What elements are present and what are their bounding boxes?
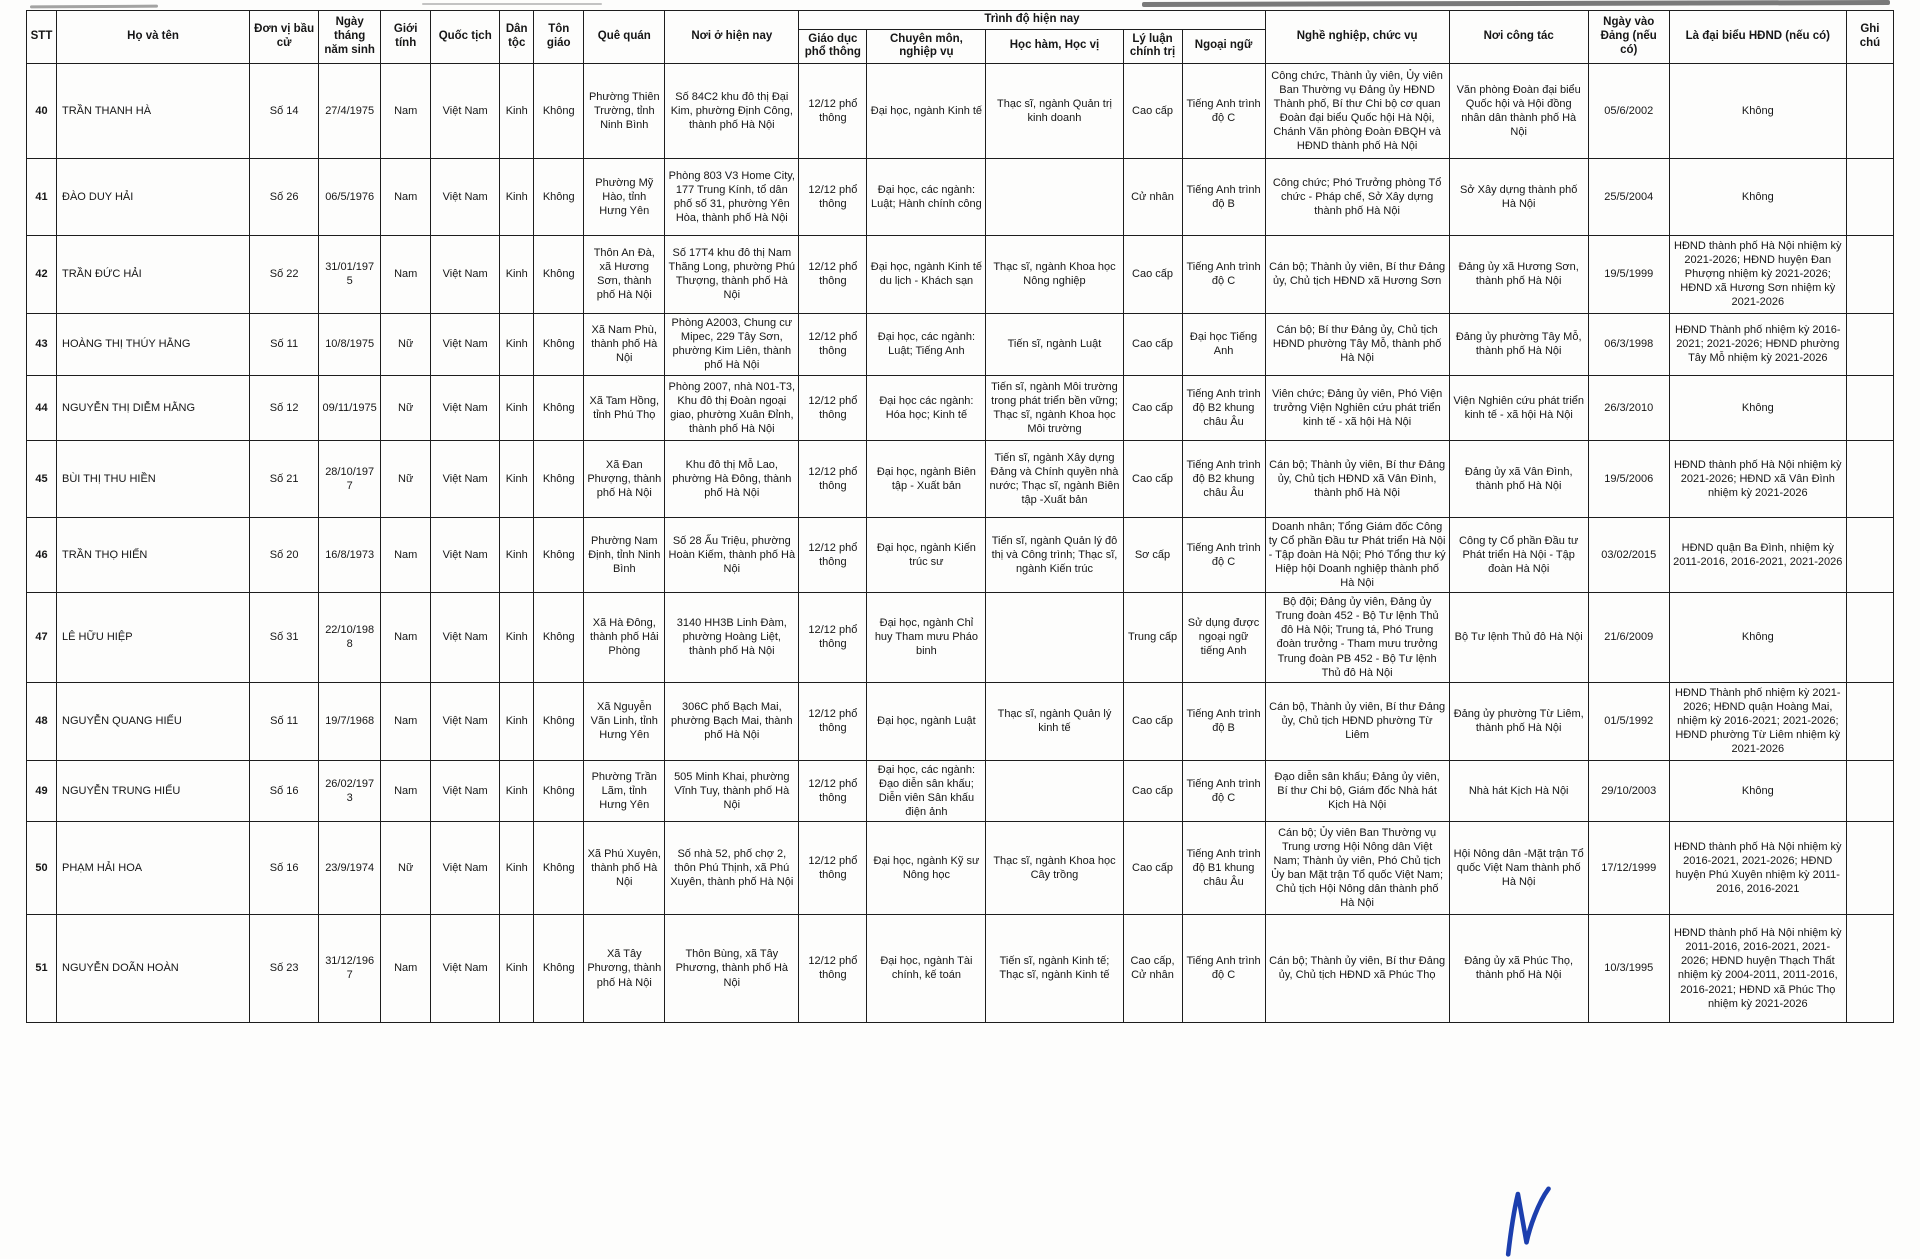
cell-professional: Đại học, ngành Tài chính, kế toán (867, 914, 986, 1022)
cell-professional: Đại học, ngành Biên tập - Xuất bản (867, 440, 986, 517)
cell-residence: Phòng A2003, Chung cư Mipec, 229 Tây Sơn, phường Kim Liên, thành phố Hà Nội (665, 313, 799, 375)
cell-gender: Nữ (381, 375, 431, 440)
cell-ethnicity: Kinh (500, 682, 534, 760)
cell-degree: Thạc sĩ, ngành Quản lý kinh tế (986, 682, 1123, 760)
cell-occupation: Doanh nhân; Tổng Giám đốc Công ty Cổ phần Đầu tư Phát triển Hà Nội - Tập đoàn Hà Nội; Phó Tổng thư ký Hiệp hội Doanh nghiệp thành phố Hà Nội (1265, 517, 1449, 592)
cell-occupation: Viên chức; Đảng ủy viên, Phó Viện trưởng Viện Nghiên cứu phát triển kinh tế - xã hội Hà Nội (1265, 375, 1449, 440)
cell-stt: 40 (27, 63, 57, 158)
cell-council: HĐND thành phố Hà Nội nhiệm kỳ 2021-2026; HĐND huyện Đan Phượng nhiệm kỳ 2021-2026; HĐND xã Hương Sơn nhiệm kỳ 2021-2026 (1669, 235, 1846, 313)
header-ethnicity: Dân tộc (500, 11, 534, 64)
cell-political: Cao cấp (1123, 821, 1182, 914)
cell-notes (1846, 821, 1893, 914)
cell-religion: Không (534, 682, 584, 760)
table-row (27, 375, 1894, 440)
cell-language: Tiếng Anh trình độ C (1182, 914, 1265, 1022)
table-row (27, 235, 1894, 313)
header-qualification-group: Trình độ hiện nay (799, 11, 1265, 30)
cell-language: Tiếng Anh trình độ B2 khung châu Âu (1182, 375, 1265, 440)
cell-dob: 22/10/1988 (319, 593, 381, 682)
cell-council: Không (1669, 375, 1846, 440)
table-row (27, 760, 1894, 821)
cell-religion: Không (534, 517, 584, 592)
cell-degree: Tiến sĩ, ngành Xây dựng Đảng và Chính quyền nhà nước; Thạc sĩ, ngành Biên tập -Xuất bản (986, 440, 1123, 517)
table-row (27, 914, 1894, 1022)
cell-ethnicity: Kinh (500, 593, 534, 682)
cell-professional: Đại học, ngành Kiến trúc sư (867, 517, 986, 592)
deputies-table (26, 10, 1894, 1023)
cell-dob: 09/11/1975 (319, 375, 381, 440)
cell-dob: 31/12/1967 (319, 914, 381, 1022)
cell-political: Cao cấp (1123, 682, 1182, 760)
cell-dob: 28/10/1977 (319, 440, 381, 517)
cell-gender: Nữ (381, 821, 431, 914)
cell-gender: Nam (381, 158, 431, 235)
cell-ethnicity: Kinh (500, 375, 534, 440)
cell-name: LÊ HỮU HIỆP (57, 593, 250, 682)
cell-nationality: Việt Nam (431, 593, 500, 682)
cell-stt: 49 (27, 760, 57, 821)
cell-notes (1846, 375, 1893, 440)
cell-name: BÙI THỊ THU HIỀN (57, 440, 250, 517)
cell-political: Cao cấp, Cử nhân (1123, 914, 1182, 1022)
cell-council: Không (1669, 158, 1846, 235)
header-workplace: Nơi công tác (1449, 11, 1588, 64)
cell-residence: Thôn Bùng, xã Tây Phương, thành phố Hà Nội (665, 914, 799, 1022)
cell-occupation: Cán bộ, Thành ủy viên, Bí thư Đảng ủy, Chủ tịch HĐND phường Từ Liêm (1265, 682, 1449, 760)
cell-nationality: Việt Nam (431, 440, 500, 517)
cell-nationality: Việt Nam (431, 914, 500, 1022)
scan-artifact (422, 3, 602, 5)
cell-residence: Khu đô thị Mỗ Lao, phường Hà Đông, thành phố Hà Nội (665, 440, 799, 517)
header-council: Là đại biểu HĐND (nếu có) (1669, 11, 1846, 64)
cell-occupation: Cán bộ; Thành ủy viên, Bí thư Đảng ủy, Chủ tịch HĐND xã Phúc Thọ (1265, 914, 1449, 1022)
cell-occupation: Công chức, Thành ủy viên, Ủy viên Ban Thường vụ Đảng ủy HĐND Thành phố, Bí thư Chi bộ cơ quan Đoàn đại biểu Quốc hội Hà Nội, Chánh Văn phòng Đoàn ĐBQH và HĐND thành phố Hà Nội (1265, 63, 1449, 158)
cell-nationality: Việt Nam (431, 760, 500, 821)
cell-name: NGUYỄN TRUNG HIẾU (57, 760, 250, 821)
cell-religion: Không (534, 375, 584, 440)
cell-education: 12/12 phổ thông (799, 440, 867, 517)
cell-party-date: 10/3/1995 (1588, 914, 1669, 1022)
cell-hometown: Phường Nam Định, tỉnh Ninh Bình (584, 517, 665, 592)
cell-dob: 31/01/1975 (319, 235, 381, 313)
cell-workplace: Công ty Cổ phần Đầu tư Phát triển Hà Nội - Tập đoàn Hà Nội (1449, 517, 1588, 592)
cell-unit: Số 26 (250, 158, 319, 235)
table-row (27, 593, 1894, 682)
cell-education: 12/12 phổ thông (799, 313, 867, 375)
cell-name: NGUYỄN THỊ DIỄM HẰNG (57, 375, 250, 440)
cell-party-date: 29/10/2003 (1588, 760, 1669, 821)
cell-degree: Tiến sĩ, ngành Môi trường trong phát triển bền vững; Thạc sĩ, ngành Khoa học Môi trường (986, 375, 1123, 440)
cell-education: 12/12 phổ thông (799, 682, 867, 760)
cell-name: TRẦN THANH HÀ (57, 63, 250, 158)
cell-nationality: Việt Nam (431, 235, 500, 313)
header-dob: Ngày tháng năm sinh (319, 11, 381, 64)
cell-hometown: Xã Tây Phương, thành phố Hà Nội (584, 914, 665, 1022)
table-row (27, 313, 1894, 375)
cell-council: Không (1669, 63, 1846, 158)
table-row (27, 440, 1894, 517)
cell-education: 12/12 phổ thông (799, 517, 867, 592)
cell-council: HĐND quận Ba Đình, nhiệm kỳ 2011-2016, 2016-2021, 2021-2026 (1669, 517, 1846, 592)
cell-hometown: Phường Mỹ Hào, tỉnh Hưng Yên (584, 158, 665, 235)
cell-dob: 23/9/1974 (319, 821, 381, 914)
cell-degree: Tiến sĩ, ngành Luật (986, 313, 1123, 375)
header-degree: Học hàm, Học vị (986, 29, 1123, 63)
cell-residence: 306C phố Bạch Mai, phường Bạch Mai, thành phố Hà Nội (665, 682, 799, 760)
cell-party-date: 19/5/2006 (1588, 440, 1669, 517)
cell-stt: 48 (27, 682, 57, 760)
cell-political: Cao cấp (1123, 63, 1182, 158)
cell-stt: 50 (27, 821, 57, 914)
cell-ethnicity: Kinh (500, 63, 534, 158)
cell-religion: Không (534, 821, 584, 914)
cell-gender: Nam (381, 63, 431, 158)
cell-professional: Đại học, ngành Kinh tế du lịch - Khách sạn (867, 235, 986, 313)
cell-hometown: Phường Trần Lãm, tỉnh Hưng Yên (584, 760, 665, 821)
cell-language: Tiếng Anh trình độ B (1182, 158, 1265, 235)
cell-unit: Số 11 (250, 313, 319, 375)
table-row (27, 517, 1894, 592)
cell-occupation: Cán bộ; Thành ủy viên, Bí thư Đảng ủy, Chủ tịch HĐND xã Hương Sơn (1265, 235, 1449, 313)
cell-council: HĐND thành phố Hà Nội nhiệm kỳ 2021-2026; HĐND xã Vân Đình nhiệm kỳ 2021-2026 (1669, 440, 1846, 517)
scan-artifact (30, 5, 158, 9)
cell-unit: Số 14 (250, 63, 319, 158)
cell-political: Cử nhân (1123, 158, 1182, 235)
cell-gender: Nữ (381, 440, 431, 517)
cell-dob: 26/02/1973 (319, 760, 381, 821)
cell-party-date: 26/3/2010 (1588, 375, 1669, 440)
cell-hometown: Xã Tam Hồng, tỉnh Phú Thọ (584, 375, 665, 440)
cell-council: Không (1669, 593, 1846, 682)
header-political: Lý luận chính trị (1123, 29, 1182, 63)
cell-religion: Không (534, 63, 584, 158)
cell-dob: 10/8/1975 (319, 313, 381, 375)
cell-degree (986, 158, 1123, 235)
table-row (27, 63, 1894, 158)
cell-notes (1846, 235, 1893, 313)
cell-workplace: Bộ Tư lệnh Thủ đô Hà Nội (1449, 593, 1588, 682)
cell-gender: Nam (381, 914, 431, 1022)
cell-ethnicity: Kinh (500, 235, 534, 313)
cell-residence: Phòng 2007, nhà N01-T3, Khu đô thị Đoàn ngoại giao, phường Xuân Đỉnh, thành phố Hà Nội (665, 375, 799, 440)
cell-party-date: 05/6/2002 (1588, 63, 1669, 158)
cell-gender: Nam (381, 517, 431, 592)
cell-degree: Tiến sĩ, ngành Quản lý đô thị và Công trình; Thạc sĩ, ngành Kiến trúc (986, 517, 1123, 592)
cell-hometown: Xã Phú Xuyên, thành phố Hà Nội (584, 821, 665, 914)
cell-occupation: Công chức; Phó Trưởng phòng Tổ chức - Pháp chế, Sở Xây dựng thành phố Hà Nội (1265, 158, 1449, 235)
cell-dob: 19/7/1968 (319, 682, 381, 760)
cell-notes (1846, 313, 1893, 375)
cell-notes (1846, 440, 1893, 517)
cell-professional: Đại học, các ngành: Luật; Hành chính công (867, 158, 986, 235)
cell-party-date: 21/6/2009 (1588, 593, 1669, 682)
cell-hometown: Xã Nguyễn Văn Linh, tỉnh Hưng Yên (584, 682, 665, 760)
cell-notes (1846, 158, 1893, 235)
cell-name: NGUYỄN QUANG HIẾU (57, 682, 250, 760)
header-religion: Tôn giáo (534, 11, 584, 64)
table-row (27, 821, 1894, 914)
header-name: Họ và tên (57, 11, 250, 64)
cell-notes (1846, 914, 1893, 1022)
cell-party-date: 19/5/1999 (1588, 235, 1669, 313)
cell-degree: Thạc sĩ, ngành Khoa học Nông nghiệp (986, 235, 1123, 313)
cell-residence: Số nhà 52, phố chợ 2, thôn Phú Thịnh, xã Phú Xuyên, thành phố Hà Nội (665, 821, 799, 914)
cell-degree: Thạc sĩ, ngành Khoa học Cây trồng (986, 821, 1123, 914)
cell-name: ĐÀO DUY HẢI (57, 158, 250, 235)
cell-residence: 505 Minh Khai, phường Vĩnh Tuy, thành phố Hà Nội (665, 760, 799, 821)
cell-workplace: Sở Xây dựng thành phố Hà Nội (1449, 158, 1588, 235)
header-professional: Chuyên môn, nghiệp vụ (867, 29, 986, 63)
header-stt: STT (27, 11, 57, 64)
cell-nationality: Việt Nam (431, 517, 500, 592)
header-education: Giáo dục phổ thông (799, 29, 867, 63)
cell-unit: Số 12 (250, 375, 319, 440)
cell-political: Cao cấp (1123, 440, 1182, 517)
header-unit: Đơn vị bầu cử (250, 11, 319, 64)
header-language: Ngoại ngữ (1182, 29, 1265, 63)
cell-party-date: 06/3/1998 (1588, 313, 1669, 375)
cell-unit: Số 31 (250, 593, 319, 682)
header-nationality: Quốc tịch (431, 11, 500, 64)
signature-stroke (1502, 1189, 1555, 1255)
header-party-date: Ngày vào Đảng (nếu có) (1588, 11, 1669, 64)
cell-degree (986, 593, 1123, 682)
cell-occupation: Bộ đội; Đảng ủy viên, Đảng ủy Trung đoàn 452 - Bộ Tư lệnh Thủ đô Hà Nội; Trung tá, Phó Trung đoàn trưởng - Tham mưu trưởng Trung đoàn PB 452 - Bộ Tư lệnh Thủ đô Hà Nội (1265, 593, 1449, 682)
cell-political: Sơ cấp (1123, 517, 1182, 592)
cell-workplace: Đảng ủy xã Phúc Thọ, thành phố Hà Nội (1449, 914, 1588, 1022)
cell-ethnicity: Kinh (500, 760, 534, 821)
cell-workplace: Đảng ủy phường Tây Mỗ, thành phố Hà Nội (1449, 313, 1588, 375)
cell-unit: Số 16 (250, 760, 319, 821)
cell-degree: Tiến sĩ, ngành Kinh tế; Thạc sĩ, ngành Kinh tế (986, 914, 1123, 1022)
cell-language: Đại học Tiếng Anh (1182, 313, 1265, 375)
cell-gender: Nam (381, 593, 431, 682)
cell-workplace: Đảng ủy phường Từ Liêm, thành phố Hà Nội (1449, 682, 1588, 760)
cell-residence: 3140 HH3B Linh Đàm, phường Hoàng Liệt, thành phố Hà Nội (665, 593, 799, 682)
cell-professional: Đại học, ngành Kỹ sư Nông học (867, 821, 986, 914)
cell-political: Cao cấp (1123, 375, 1182, 440)
header-hometown: Quê quán (584, 11, 665, 64)
cell-name: TRẦN ĐỨC HẢI (57, 235, 250, 313)
cell-occupation: Đạo diễn sân khấu; Đảng ủy viên, Bí thư Chi bộ, Giám đốc Nhà hát Kịch Hà Nội (1265, 760, 1449, 821)
cell-degree: Thạc sĩ, ngành Quản trị kinh doanh (986, 63, 1123, 158)
cell-gender: Nam (381, 682, 431, 760)
cell-workplace: Đảng ủy xã Hương Sơn, thành phố Hà Nội (1449, 235, 1588, 313)
cell-ethnicity: Kinh (500, 517, 534, 592)
cell-language: Tiếng Anh trình độ B (1182, 682, 1265, 760)
cell-name: TRẦN THỌ HIẾN (57, 517, 250, 592)
cell-stt: 45 (27, 440, 57, 517)
scan-artifact (1142, 0, 1890, 7)
cell-gender: Nam (381, 235, 431, 313)
cell-dob: 06/5/1976 (319, 158, 381, 235)
cell-religion: Không (534, 313, 584, 375)
cell-occupation: Cán bộ; Ủy viên Ban Thường vụ Trung ương Hội Nông dân Việt Nam; Thành ủy viên, Phó Chủ tịch Ủy ban Mặt trận Tổ quốc Việt Nam; Chủ tịch Hội Nông dân thành phố Hà Nội (1265, 821, 1449, 914)
cell-professional: Đại học, các ngành: Luật; Tiếng Anh (867, 313, 986, 375)
cell-language: Tiếng Anh trình độ B1 khung châu Âu (1182, 821, 1265, 914)
cell-political: Cao cấp (1123, 313, 1182, 375)
cell-party-date: 25/5/2004 (1588, 158, 1669, 235)
cell-nationality: Việt Nam (431, 375, 500, 440)
cell-religion: Không (534, 158, 584, 235)
cell-unit: Số 11 (250, 682, 319, 760)
cell-language: Tiếng Anh trình độ C (1182, 517, 1265, 592)
cell-unit: Số 22 (250, 235, 319, 313)
cell-dob: 27/4/1975 (319, 63, 381, 158)
cell-religion: Không (534, 760, 584, 821)
cell-workplace: Đảng ủy xã Vân Đình, thành phố Hà Nội (1449, 440, 1588, 517)
cell-workplace: Hội Nông dân -Mặt trận Tổ quốc Việt Nam thành phố Hà Nội (1449, 821, 1588, 914)
cell-dob: 16/8/1973 (319, 517, 381, 592)
cell-name: NGUYỄN DOÃN HOÀN (57, 914, 250, 1022)
cell-language: Tiếng Anh trình độ C (1182, 63, 1265, 158)
cell-occupation: Cán bộ; Bí thư Đảng ủy, Chủ tịch HĐND phường Tây Mỗ, thành phố Hà Nội (1265, 313, 1449, 375)
cell-unit: Số 20 (250, 517, 319, 592)
cell-hometown: Xã Đan Phượng, thành phố Hà Nội (584, 440, 665, 517)
cell-unit: Số 16 (250, 821, 319, 914)
header-notes: Ghi chú (1846, 11, 1893, 64)
cell-workplace: Nhà hát Kịch Hà Nội (1449, 760, 1588, 821)
cell-unit: Số 21 (250, 440, 319, 517)
cell-notes (1846, 63, 1893, 158)
cell-residence: Phòng 803 V3 Home City, 177 Trung Kính, tổ dân phố số 31, phường Yên Hòa, thành phố Hà Nội (665, 158, 799, 235)
cell-ethnicity: Kinh (500, 158, 534, 235)
cell-nationality: Việt Nam (431, 821, 500, 914)
cell-professional: Đại học các ngành: Hóa học; Kinh tế (867, 375, 986, 440)
cell-ethnicity: Kinh (500, 440, 534, 517)
cell-council: HĐND Thành phố nhiệm kỳ 2016-2021; 2021-2026; HĐND phường Tây Mỗ nhiệm kỳ 2021-2026 (1669, 313, 1846, 375)
handwritten-signature-mark (1495, 1185, 1564, 1259)
cell-ethnicity: Kinh (500, 821, 534, 914)
cell-name: HOÀNG THỊ THÚY HẰNG (57, 313, 250, 375)
cell-council: HĐND thành phố Hà Nội nhiệm kỳ 2016-2021, 2021-2026; HĐND huyện Phú Xuyên nhiệm kỳ 2011-2016, 2016-2021 (1669, 821, 1846, 914)
cell-stt: 44 (27, 375, 57, 440)
cell-education: 12/12 phổ thông (799, 821, 867, 914)
cell-hometown: Xã Nam Phù, thành phố Hà Nội (584, 313, 665, 375)
cell-unit: Số 23 (250, 914, 319, 1022)
cell-stt: 43 (27, 313, 57, 375)
cell-gender: Nam (381, 760, 431, 821)
cell-party-date: 01/5/1992 (1588, 682, 1669, 760)
header-occupation: Nghề nghiệp, chức vụ (1265, 11, 1449, 64)
cell-hometown: Phường Thiên Trường, tỉnh Ninh Bình (584, 63, 665, 158)
cell-religion: Không (534, 593, 584, 682)
cell-ethnicity: Kinh (500, 914, 534, 1022)
table-body (27, 63, 1894, 1022)
cell-stt: 41 (27, 158, 57, 235)
cell-education: 12/12 phổ thông (799, 593, 867, 682)
cell-language: Sử dụng được ngoại ngữ tiếng Anh (1182, 593, 1265, 682)
cell-council: Không (1669, 760, 1846, 821)
cell-professional: Đại học, ngành Chỉ huy Tham mưu Pháo binh (867, 593, 986, 682)
cell-nationality: Việt Nam (431, 63, 500, 158)
cell-nationality: Việt Nam (431, 313, 500, 375)
cell-education: 12/12 phổ thông (799, 375, 867, 440)
cell-workplace: Văn phòng Đoàn đại biểu Quốc hội và Hội đồng nhân dân thành phố Hà Nội (1449, 63, 1588, 158)
cell-hometown: Xã Hà Đông, thành phố Hải Phòng (584, 593, 665, 682)
cell-education: 12/12 phổ thông (799, 63, 867, 158)
cell-education: 12/12 phổ thông (799, 914, 867, 1022)
header-gender: Giới tính (381, 11, 431, 64)
cell-hometown: Thôn An Đà, xã Hương Sơn, thành phố Hà Nội (584, 235, 665, 313)
cell-notes (1846, 682, 1893, 760)
cell-party-date: 03/02/2015 (1588, 517, 1669, 592)
cell-nationality: Việt Nam (431, 682, 500, 760)
cell-degree (986, 760, 1123, 821)
cell-stt: 51 (27, 914, 57, 1022)
table-row (27, 158, 1894, 235)
cell-stt: 42 (27, 235, 57, 313)
table-header (27, 11, 1894, 64)
cell-stt: 47 (27, 593, 57, 682)
cell-political: Trung cấp (1123, 593, 1182, 682)
cell-education: 12/12 phổ thông (799, 760, 867, 821)
cell-notes (1846, 593, 1893, 682)
cell-religion: Không (534, 235, 584, 313)
header-residence: Nơi ở hiện nay (665, 11, 799, 64)
cell-education: 12/12 phổ thông (799, 158, 867, 235)
cell-professional: Đại học, ngành Luật (867, 682, 986, 760)
cell-language: Tiếng Anh trình độ C (1182, 235, 1265, 313)
cell-residence: Số 84C2 khu đô thị Đại Kim, phường Định Công, thành phố Hà Nội (665, 63, 799, 158)
cell-professional: Đại học, ngành Kinh tế (867, 63, 986, 158)
cell-workplace: Viện Nghiên cứu phát triển kinh tế - xã hội Hà Nội (1449, 375, 1588, 440)
cell-education: 12/12 phổ thông (799, 235, 867, 313)
cell-language: Tiếng Anh trình độ B2 khung châu Âu (1182, 440, 1265, 517)
cell-name: PHẠM HẢI HOA (57, 821, 250, 914)
table-row (27, 682, 1894, 760)
cell-nationality: Việt Nam (431, 158, 500, 235)
cell-religion: Không (534, 440, 584, 517)
cell-language: Tiếng Anh trình độ C (1182, 760, 1265, 821)
cell-residence: Số 28 Ấu Triệu, phường Hoàn Kiếm, thành phố Hà Nội (665, 517, 799, 592)
cell-residence: Số 17T4 khu đô thị Nam Thăng Long, phường Phú Thượng, thành phố Hà Nội (665, 235, 799, 313)
cell-political: Cao cấp (1123, 235, 1182, 313)
cell-political: Cao cấp (1123, 760, 1182, 821)
cell-party-date: 17/12/1999 (1588, 821, 1669, 914)
cell-professional: Đại học, các ngành: Đạo diễn sân khấu; Diễn viên Sân khấu điện ảnh (867, 760, 986, 821)
cell-religion: Không (534, 914, 584, 1022)
cell-ethnicity: Kinh (500, 313, 534, 375)
cell-notes (1846, 760, 1893, 821)
cell-council: HĐND Thành phố nhiệm kỳ 2021-2026; HĐND quận Hoàng Mai, nhiệm kỳ 2016-2021; 2021-2026; HĐND phường Từ Liêm nhiệm kỳ 2021-2026 (1669, 682, 1846, 760)
cell-occupation: Cán bộ; Thành ủy viên, Bí thư Đảng ủy, Chủ tịch HĐND xã Vân Đình, thành phố Hà Nội (1265, 440, 1449, 517)
cell-council: HĐND thành phố Hà Nội nhiệm kỳ 2011-2016, 2016-2021, 2021-2026; HĐND huyện Thạch Thất nhiệm kỳ 2004-2011, 2011-2016, 2016-2021; HĐND xã Phúc Thọ nhiệm kỳ 2021-2026 (1669, 914, 1846, 1022)
cell-notes (1846, 517, 1893, 592)
cell-stt: 46 (27, 517, 57, 592)
cell-gender: Nữ (381, 313, 431, 375)
